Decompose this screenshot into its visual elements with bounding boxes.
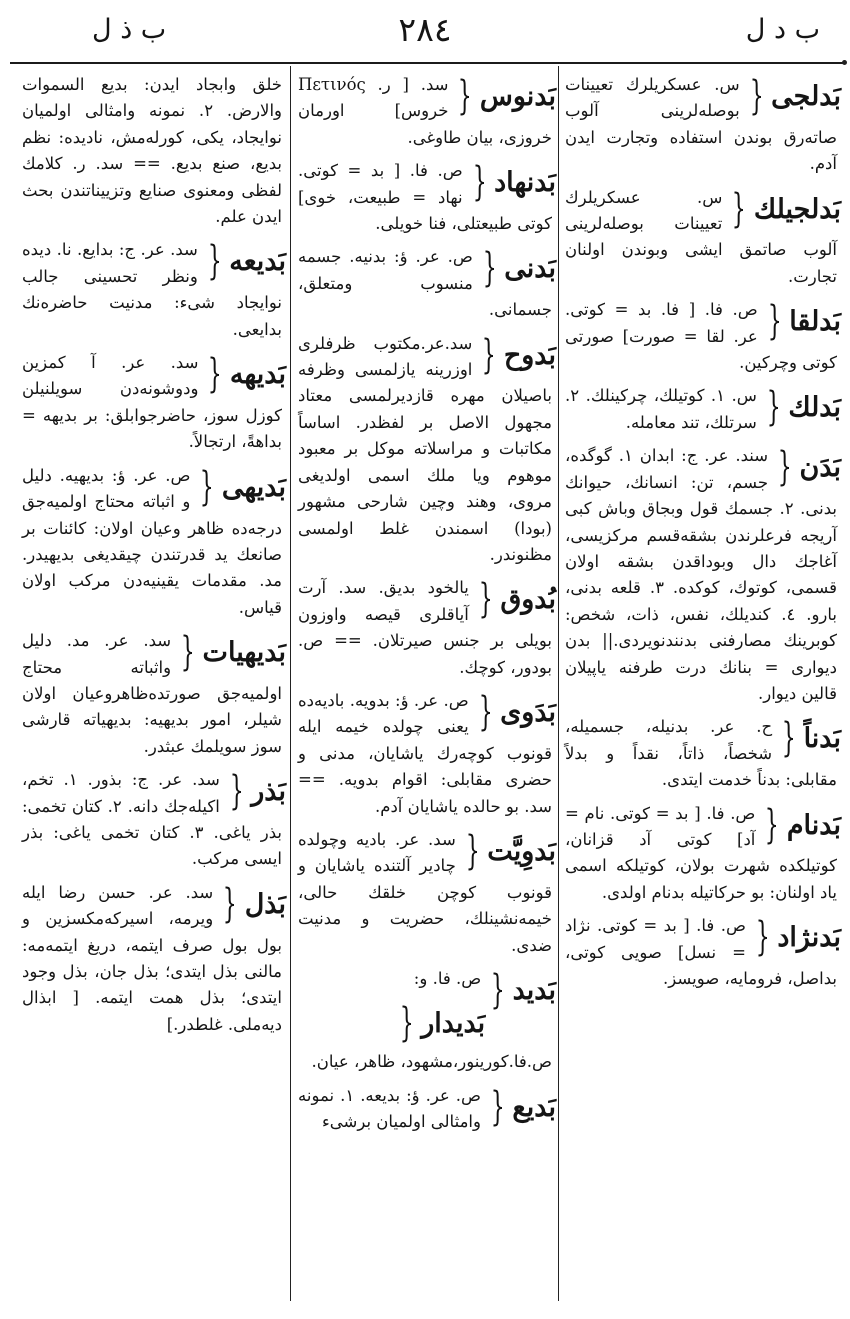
entry-headword: بَدیهی bbox=[221, 471, 286, 503]
brace-glyph: { bbox=[222, 880, 237, 927]
brace-glyph: { bbox=[767, 298, 782, 345]
entry-headword: بَذر bbox=[251, 776, 286, 808]
entry-headword: بُدوق bbox=[500, 584, 556, 616]
entry-headword: بَدنی bbox=[504, 253, 556, 285]
header-rule bbox=[10, 62, 844, 64]
brace-glyph: { bbox=[465, 827, 480, 874]
column-divider-right bbox=[558, 66, 559, 1301]
brace-glyph: { bbox=[482, 245, 497, 292]
entry-headword: بَذل bbox=[244, 888, 286, 920]
brace-glyph: { bbox=[399, 1000, 414, 1047]
column-middle bbox=[298, 72, 556, 1297]
brace-glyph: { bbox=[765, 801, 780, 848]
entry-definition: ح. عر. بدنیلە، جسمیلە، شخصاً، ذاتاً، نقداً و بدلاً مقابلی: بدناً خدمت ایتدی. bbox=[565, 717, 837, 790]
entry-continuation bbox=[22, 72, 282, 230]
dictionary-entry bbox=[22, 767, 286, 873]
column-right bbox=[565, 72, 841, 1297]
entry-definition: سند. عر. ج: ابدان ١. گوگدە، جسم، تن: انسانك، حیوانك بدنی. ٢. جسمك قول وبجاق وباش کبی آریجە فرعلرندن بشقەقسم مرکزیسی، آغاجك دال وبوداقدن بشقە اولان قسمی، کوتوك، کوکدە. ٣. قلعە بدنی، بارو. ٤. کندیلك، نفس، ذات، شخص: کوبرینك مصارفنی بدنندنویردی.|| بدن دیواری = بنانك درت طرفنە یاپیلان قالین دیوار. bbox=[565, 446, 837, 703]
entry-definition: سد. عر. مد. دلیل واثباتە محتاج اولمیەجق صورتدەظاهروعیان اولان شیلر، امور بدیهیە: بدیهیاتە قارشی سوز سویلمك عبثدر. bbox=[22, 631, 282, 756]
brace-glyph: { bbox=[749, 73, 764, 119]
brace-glyph: { bbox=[478, 576, 493, 623]
entry-definition: س. ١. کوتیلك، چرکینلك. ٢. سرتلك، تند معاملە. bbox=[565, 386, 757, 432]
brace-glyph: { bbox=[777, 444, 792, 491]
dictionary-entry bbox=[298, 575, 556, 681]
running-head-left: ب ذ ل bbox=[92, 14, 167, 45]
brace-glyph: { bbox=[766, 384, 781, 431]
dictionary-entry bbox=[298, 1083, 556, 1136]
entry-headword: بَدوح bbox=[503, 339, 556, 371]
brace-glyph: { bbox=[180, 629, 195, 676]
dictionary-entry bbox=[298, 966, 556, 1013]
entry-headword: بَدلقا bbox=[789, 306, 841, 338]
entry-definition: ص. فا. [ بد = کوتی. نژاد = نسل] صویی کوتی، بداصل، فرومایە، صویسز. bbox=[565, 916, 837, 988]
entry-definition: ص. عر. ؤ: بدیعە. ١. نمونە وامثالی اولمیان برشیء bbox=[298, 1085, 481, 1132]
dictionary-entry bbox=[565, 383, 841, 436]
brace-glyph: { bbox=[458, 73, 473, 119]
entry-headword: بَدنژاد bbox=[777, 922, 841, 954]
entry-headword: بَدیع bbox=[512, 1091, 556, 1123]
dictionary-entry bbox=[298, 688, 556, 820]
dictionary-entry bbox=[22, 880, 286, 1038]
entry-definition: ص. عر. ؤ: بدویە. بادیەدە یعنی چولدە خیمە ایلە قونوب کوچەرك یاشایان، مدنی و حضری مقابلی: اقوام بدویە. == سد. بو حالدە یاشایان آدم. bbox=[298, 690, 552, 816]
dictionary-entry bbox=[22, 237, 286, 343]
brace-glyph: { bbox=[490, 967, 505, 1013]
entry-headword: بَدلجی bbox=[771, 81, 841, 112]
entry-headword: بَدید bbox=[512, 975, 556, 1006]
brace-glyph: { bbox=[229, 768, 244, 815]
entry-headword: بَدیعە bbox=[229, 246, 286, 278]
entry-definition: سد. عر. حسن رضا ایلە ویرمە، اسیرکەمکسزین و بول بول صرف ایتمە، دریغ ایتمەمە: مالنی بذل ایتدی؛ بذل جان، بذل وجود ایتدی؛ بذل همت ایتمە. [ ابذال دیەملی. غلطدر.] bbox=[22, 882, 282, 1034]
brace-glyph: { bbox=[200, 463, 215, 510]
entry-headword: بَدنهاد bbox=[494, 167, 556, 199]
entry-headword: بَدلك bbox=[788, 392, 841, 424]
entry-headword: بَدَوی bbox=[500, 696, 556, 728]
brace-glyph: { bbox=[482, 331, 497, 378]
entry-definition: ص. فا. [ بد = کوتی. نهاد = طبیعت، خوی] کوتی طبیعتلی، فنا خویلی. bbox=[298, 161, 552, 234]
entry-definition: س. عسکریلرك تعیینات بوصلەلرینی آلوب صاتمق ایشی وبوندن اولنان تجارت. bbox=[565, 187, 837, 286]
dictionary-entry bbox=[22, 628, 286, 760]
entry-definition: ص. فا. [ فا. بد = کوتی. عر. لقا = صورت] صورتی کوتی وچرکین. bbox=[565, 300, 837, 373]
entry-definition: ص.فا.کورینور،مشهود، ظاهر، عیان. bbox=[311, 1052, 552, 1072]
entry-headword: بَدنوس bbox=[479, 81, 556, 112]
entry-headword: بَدنام bbox=[786, 809, 841, 841]
brace-glyph: { bbox=[781, 715, 796, 762]
entry-headword: بَدیدار bbox=[421, 1008, 486, 1040]
entry-headword: بَدلجیلك bbox=[753, 193, 841, 225]
dictionary-entry bbox=[565, 801, 841, 907]
entry-definition: سد. عر. ج: بدایع. نا. دیدە ونظر تحسینی جالب نوایجاد شیء: مدنیت حاضرەنك بدایعی. bbox=[22, 240, 282, 339]
page-number: ٢٨٤ bbox=[398, 10, 452, 49]
entry-headword: بَدناً bbox=[803, 723, 841, 755]
brace-glyph: { bbox=[208, 351, 223, 398]
entry-definition: یالخود بدیق. سد. آرت آیاقلری قیصە واوزون بویلی بر جنس صیرتلان. == ص. بودور، کوچك. bbox=[298, 578, 552, 677]
entry-definition: سد. عر. ج: بذور. ١. تخم، اکیلەجك دانە. ٢. کتان تخمی: بذر یاغی. ٣. کتان تخمی یاغی: بذر ایسی مرکب. bbox=[22, 770, 282, 869]
entry-definition: ص. عر. ؤ: بدیهیە. دلیل و اثباتە محتاج اولمیەجق درجەدە ظاهر وعیان اولان: کائنات بر صانعك ید قدرتندن چیقدیغی بدیهیدر. مد. مقدمات یقینیەدن مرکب اولان قیاس. bbox=[22, 465, 282, 617]
brace-glyph: { bbox=[755, 914, 770, 961]
dictionary-entry bbox=[22, 350, 286, 456]
entry-definition: سد. عر. آ کمزین ودوشونەدن سویلنیلن کوزل سوز، حاضرجوابلق: بر بدیهە = بداهةً، ارتجالاً. bbox=[22, 353, 282, 452]
dictionary-entry bbox=[298, 158, 556, 237]
dictionary-entry bbox=[565, 913, 841, 992]
dictionary-entry bbox=[565, 72, 841, 178]
dictionary-entry bbox=[298, 331, 556, 569]
entry-definition: س. عسکریلرك تعیینات بوصلەلرینی آلوب صاتەرق بوندن استفادە وتجارت ایدن آدم. bbox=[565, 75, 837, 174]
brace-glyph: { bbox=[472, 159, 487, 206]
brace-glyph: { bbox=[490, 1083, 505, 1130]
dictionary-entry bbox=[565, 185, 841, 291]
entry-headword: بَدوِیَّت bbox=[487, 835, 556, 867]
entry-definition: خلق وابجاد ایدن: بدیع السموات والارض. ٢. نمونە وامثالی اولمیان نوایجاد، یکی، کورلەمش، نادیدە: نظم بدیع، صنع بدیع. == سد. ر. کلامك لفظی ومعنوی صنایع وتزییناتندن بحث ایدن علم. bbox=[22, 75, 282, 227]
entry-definition: ص. عر. ؤ: بدنیە. جسمە منسوب ومتعلق، جسمانی. bbox=[298, 247, 552, 320]
entry-definition: سد. عر. بادیە وچولدە چادیر آلتندە یاشایان و قونوب کوچن خلقك حالی، خیمەنشینلك، حضریت و مدنیت ضدی. bbox=[298, 829, 552, 955]
dictionary-entry bbox=[22, 463, 286, 621]
dictionary-entry bbox=[565, 714, 841, 793]
dictionary-entry bbox=[298, 244, 556, 323]
dictionary-entry bbox=[298, 827, 556, 959]
entry-definition: سد.عر.مکتوب ظرفلری اوزرینە یازلمسی وظرفە باصیلان مهرە قازدیرلمسی معتاد مجهول الاصل بر لفظدر. اساساً مکاتبات و مراسلاتە موکل بر معبود موهوم ویا ملك اسمی اولدیغی مروی، وهند وچین شارحی مشهور (بودا) اسمندن غلط اولمسی مظنوندر. bbox=[298, 333, 552, 564]
column-left bbox=[22, 72, 286, 1297]
dictionary-entry bbox=[298, 72, 556, 151]
column-divider-left bbox=[290, 66, 291, 1301]
brace-glyph: { bbox=[478, 688, 493, 735]
entry-definition: سد. [ ر. Πετινός خروس] اورمان خروزی، بیان طاوغی. bbox=[298, 75, 552, 147]
brace-glyph: { bbox=[207, 238, 222, 285]
page-header bbox=[0, 0, 850, 64]
entry-headword: بَدیهە bbox=[229, 359, 286, 391]
margin-dot bbox=[842, 60, 847, 65]
entry-headword: بَدَن bbox=[799, 452, 841, 484]
running-head-right: ب د ل bbox=[745, 14, 820, 45]
dictionary-entry bbox=[565, 443, 841, 707]
entry-headword: بَدیهیات bbox=[202, 637, 286, 669]
entry-definition: ص. فا. و: bbox=[413, 969, 482, 988]
brace-glyph: { bbox=[732, 185, 747, 232]
entry-definition: ص. فا. [ بد = کوتی. نام = آد] کوتی آد قزانان، کوتیلکدە شهرت بولان، کوتیلکە اسمی یاد اولنان: بو حرکاتیلە بدنام اولدی. bbox=[565, 803, 837, 902]
dictionary-entry bbox=[565, 297, 841, 376]
